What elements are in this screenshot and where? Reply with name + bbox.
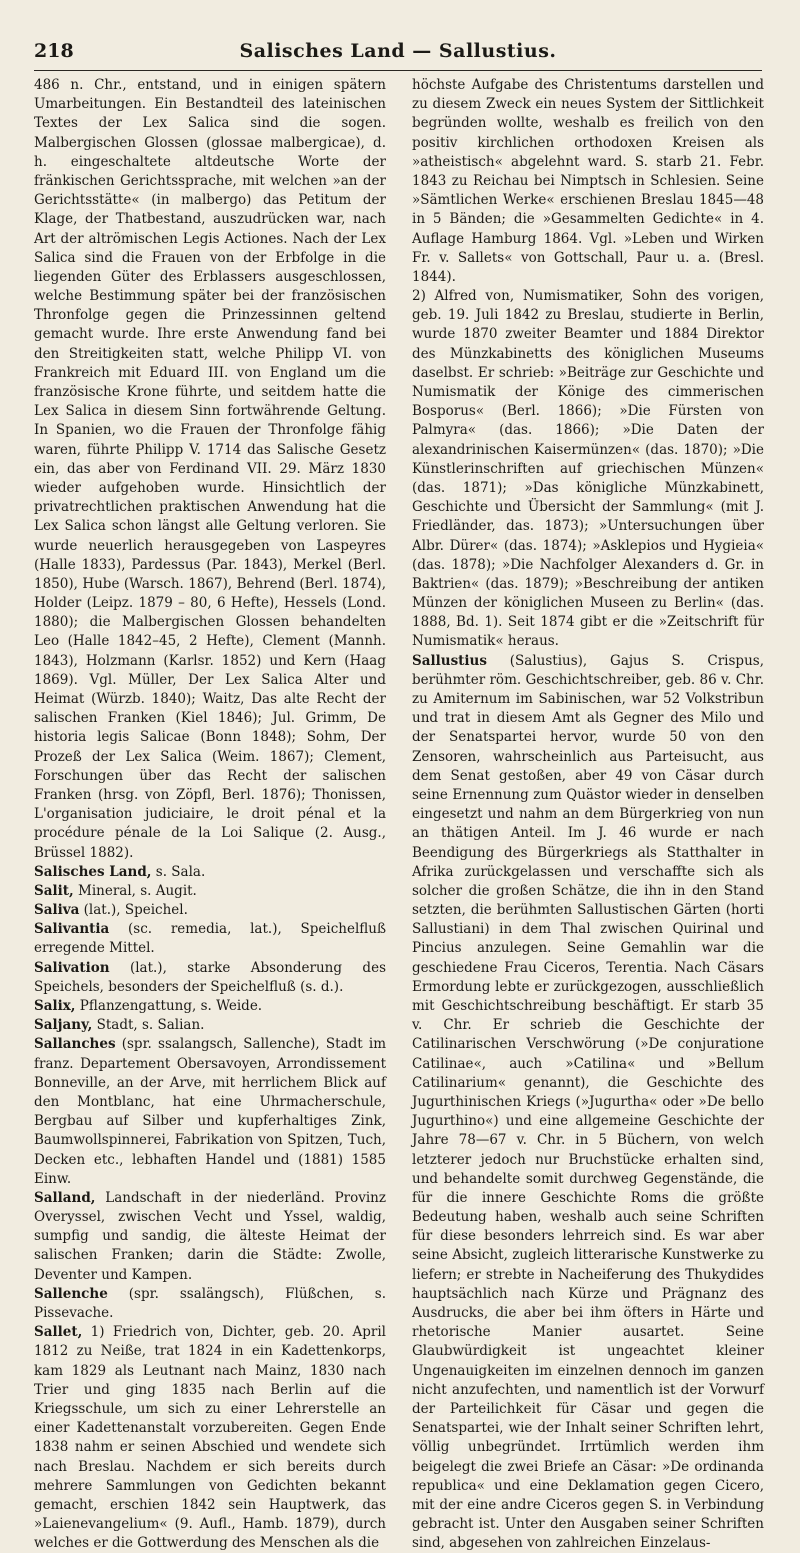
dictionary-entry [34,920,386,958]
dictionary-entry [34,901,386,920]
entry-text: (sc. remedia, lat.), Speichelfluß erregende Mittel. [34,921,386,957]
entry-headword: Sallet, [34,1324,83,1341]
dictionary-entry [34,882,386,901]
entry-headword: Salit, [34,882,74,899]
left-entries [34,863,386,1553]
entry-text: (spr. ssalangsch, Sallenche), Stadt im franz. Departement Obersavoyen, Arrondissement Bonneville, an der Arve, mit herrlichem Blick auf den Montblanc, hat eine Uhrmacherschule, Bergbau auf Silber und kupferhaltiges Zink, Baumwollspinnerei, Fabrikation von Spitzen, Tuch, Decken etc., lebhaften Handel und (1881) 1585 Einw. [34,1036,386,1187]
entry-text: (lat.), Speichel. [79,902,188,919]
page-number: 218 [34,40,74,62]
entry-headword: Sallustius [412,652,487,669]
entry-headword: Salisches Land, [34,863,152,880]
dictionary-entry [412,652,764,1553]
entry-text: Stadt, s. Salian. [92,1017,205,1034]
left-column [34,76,386,1552]
sallet-continuation: höchste Aufgabe des Christentums darstellen und zu diesem Zweck ein neues System der Sittlichkeit begründen wollte, weshalb es freilich von den positiv kirchlichen orthodoxen Kreisen als »atheistisch« abgelehnt ward. S. starb 21. Febr. 1843 zu Reichau bei Nimptsch in Schlesien. Seine »Sämtlichen Werke« erschienen Breslau 1845—48 in 5 Bänden; die »Gesammelten Gedichte« in 4. Auflage Hamburg 1864. Vgl. »Leben und Wirken Fr. v. Sallets« von Gottschall, Paur u. a. (Bresl. 1844). [412,77,764,285]
dictionary-entry [34,997,386,1016]
dictionary-entry [34,1016,386,1035]
entry-headword: Salland, [34,1189,96,1206]
entry-headword: Salivation [34,959,110,976]
entry-headword: Sallenche [34,1285,108,1302]
dictionary-entry [34,1285,386,1323]
entry-text: Pflanzengattung, s. Weide. [75,998,263,1014]
entry-text: Landschaft in der niederländ. Provinz Overyssel, zwischen Vecht und Yssel, waldig, sumpfig und sandig, die älteste Heimat der salischen Franken; darin die Städte: Zwolle, Deventer und Kampen. [34,1189,386,1283]
right-entries [412,652,764,1553]
entry-text: s. Sala. [151,863,206,880]
entry-text: Mineral, s. Augit. [73,882,197,899]
lex-salica-continuation: 486 n. Chr., entstand, und in einigen spätern Umarbeitungen. Ein Bestandteil des lateinischen Textes der Lex Salica sind die sogen. Malbergischen Glossen (glossae malbergicae), d. h. eingeschaltete altdeutsche Worte der fränkischen Gerichtssprache, mit welchen »an der Gerichtsstätte« (in malbergo) das Petitum der Klage, der Thatbestand, auszudrücken war, nach Art der altrömischen Legis Actiones. Nach der Lex Salica sind die Frauen von der Erbfolge in die liegenden Güter des Erblassers ausgeschlossen, welche Bestimmung später bei der französischen Thronfolge gegen die Prinzessinnen geltend gemacht wurde. Ihre erste Anwendung fand bei den Streitigkeiten statt, welche Philipp VI. von Frankreich mit Eduard III. von England um die französische Krone führte, und seitdem hatte die Lex Salica in diesem Sinn fortwährende Geltung. In Spanien, wo die Frauen der Thronfolge fähig waren, führte Philipp V. 1714 das Salische Gesetz ein, das aber von Ferdinand VII. 29. März 1830 wieder aufgehoben wurde. Hinsichtlich der privatrechtlichen praktischen Anwendung hat die Lex Salica schon längst alle Geltung verloren. Sie wurde neuerlich herausgegeben von Laspeyres (Halle 1833), Pardessus (Par. 1843), Merkel (Berl. 1850), Hube (Warsch. 1867), Behrend (Berl. 1874), Holder (Leipz. 1879 – 80, 6 Hefte), Hessels (Lond. 1880); die Malbergischen Glossen behandelten Leo (Halle 1842–45, 2 Hefte), Clement (Mannh. 1843), Holzmann (Karlsr. 1852) und Kern (Haag 1869). Vgl. Müller, Der Lex Salica Alter und Heimat (Würzb. 1840); Waitz, Das alte Recht der salischen Franken (Kiel 1846); Jul. Grimm, De historia legis Salicae (Bonn 1848); Sohm, Der Prozeß der Lex Salica (Weim. 1867); Clement, Forschungen über das Recht der salischen Franken (hrsg. von Zöpfl, Berl. 1876); Thonissen, L'organisation judiciaire, le droit pénal et la procédure pénale de la Loi Salique (2. Ausg., Brüssel 1882). [34,77,386,861]
entry-headword: Saljany, [34,1017,93,1034]
dictionary-entry [34,1323,386,1553]
entry-text: 1) Friedrich von, Dichter, geb. 20. April 1812 zu Neiße, trat 1824 in ein Kadettenkorps, kam 1829 als Leutnant nach Mainz, 1830 nach Trier und ging 1835 nach Berlin auf die Kriegsschule, um sich zu einer Lehrerstelle an einer Kadettenanstalt vorzubereiten. Gegen Ende 1838 nahm er seinen Abschied und wendete sich nach Breslau. Nachdem er sich bereits durch mehrere Sammlungen von Gedichten bekannt gemacht, erschien 1842 sein Hauptwerk, das »Laienevangelium« (9. Aufl., Hamb. 1879), durch welches er die Gottwerdung des Menschen als die [34,1324,386,1552]
right-column [412,76,764,1552]
entry-headword: Salivantia [34,921,110,938]
entry-headword: Saliva [34,902,80,919]
dictionary-entry [34,1035,386,1189]
dictionary-entry [34,1189,386,1285]
dictionary-entry [34,863,386,882]
dictionary-entry [34,959,386,997]
page-header [34,40,762,71]
entry-text: (lat.), starke Absonderung des Speichels, besonders der Speichelfluß (s. d.). [34,959,386,995]
entry-headword: Sallanches [34,1036,116,1053]
entry-text: (Salustius), Gajus S. Crispus, berühmter röm. Geschichtschreiber, geb. 86 v. Chr. zu Amiternum im Sabinischen, war 52 Volkstribun und trat in diesem Amt als Gegner des Milo und der Senatspartei hervor, wurde 50 von den Zensoren, wahrscheinlich aus Parteisucht, aus dem Senat gestoßen, aber 49 von Cäsar durch seine Ernennung zum Quästor wieder in denselben eingesetzt und nahm an dem Bürgerkrieg von nun an thätigen Anteil. Im J. 46 wurde er nach Beendigung des Bürgerkriegs als Statthalter in Afrika zurückgelassen und verschaffte sich als solcher die großen Schätze, die ihn in den Stand setzten, die berühmten Sallustischen Gärten (horti Sallustiani) in dem Thal zwischen Quirinal und Pincius anzulegen. Seine Gemahlin war die geschiedene Frau Ciceros, Terentia. Nach Cäsars Ermordung lebte er zurückgezogen, ausschließlich mit Geschichtschreibung beschäftigt. Er starb 35 v. Chr. Er schrieb die Geschichte der Catilinarischen Verschwörung (»De conjuratione Catilinae«, auch »Catilina« und »Bellum Catilinarium« genannt), die Geschichte des Jugurthinischen Kriegs (»Jugurtha« oder »De bello Jugurthino«) und eine allgemeine Geschichte der Jahre 78—67 v. Chr. in 5 Büchern, von welch letzterer jedoch nur Bruchstücke erhalten sind, und behandelte somit durchweg Gegenstände, die für die innere Geschichte Roms die größte Bedeutung haben, weshalb auch seine Schriften für diese besonders lehrreich sind. Es war aber seine Absicht, zugleich litterarische Kunstwerke zu liefern; er strebte in Nacheiferung des Thukydides hauptsächlich nach Kürze und Prägnanz des Ausdrucks, die aber bei ihm öfters in Härte und rhetorische Manier ausartet. Seine Glaubwürdigkeit ist ungeachtet kleiner Ungenauigkeiten im einzelnen dennoch im ganzen nicht anzufechten, und namentlich ist der Vorwurf der Parteilichkeit für Cäsar und gegen die Senatspartei, wie der Inhalt seiner Schriften lehrt, völlig unbegründet. Irrtümlich werden ihm beigelegt die zwei Briefe an Cäsar: »De ordinanda republica« und eine Deklamation gegen Cicero, mit der eine andre Ciceros gegen S. in Verbindung gebracht ist. Unter den Ausgaben seiner Schriften sind, abgesehen von zahlreichen Einzelaus- [412,652,764,1552]
sallet-alfred-subentry: 2) Alfred von, Numismatiker, Sohn des vorigen, geb. 19. Juli 1842 zu Breslau, studierte in Berlin, wurde 1870 zweiter Beamter und 1884 Direktor des Münzkabinetts des königlichen Museums daselbst. Er schrieb: »Beiträge zur Geschichte und Numismatik der Könige des cimmerischen Bosporus« (Berl. 1866); »Die Fürsten von Palmyra« (das. 1866); »Die Daten der alexandrinischen Kaisermünzen« (das. 1870); »Die Künstlerinschriften auf griechischen Münzen« (das. 1871); »Das königliche Münzkabinett, Geschichte und Übersicht der Sammlung« (mit J. Friedländer, das. 1873); »Untersuchungen über Albr. Dürer« (das. 1874); »Asklepios und Hygieia« (das. 1878); »Die Nachfolger Alexanders d. Gr. in Baktrien« (das. 1879); »Beschreibung der antiken Münzen der königlichen Museen zu Berlin« (das. 1888, Bd. 1). Seit 1874 gibt er die »Zeitschrift für Numismatik« heraus. [412,288,764,650]
entry-text: (spr. ssalängsch), Flüßchen, s. Pissevache. [34,1285,386,1321]
running-head: Salisches Land — Sallustius. [239,40,557,62]
entry-headword: Salix, [34,998,76,1014]
